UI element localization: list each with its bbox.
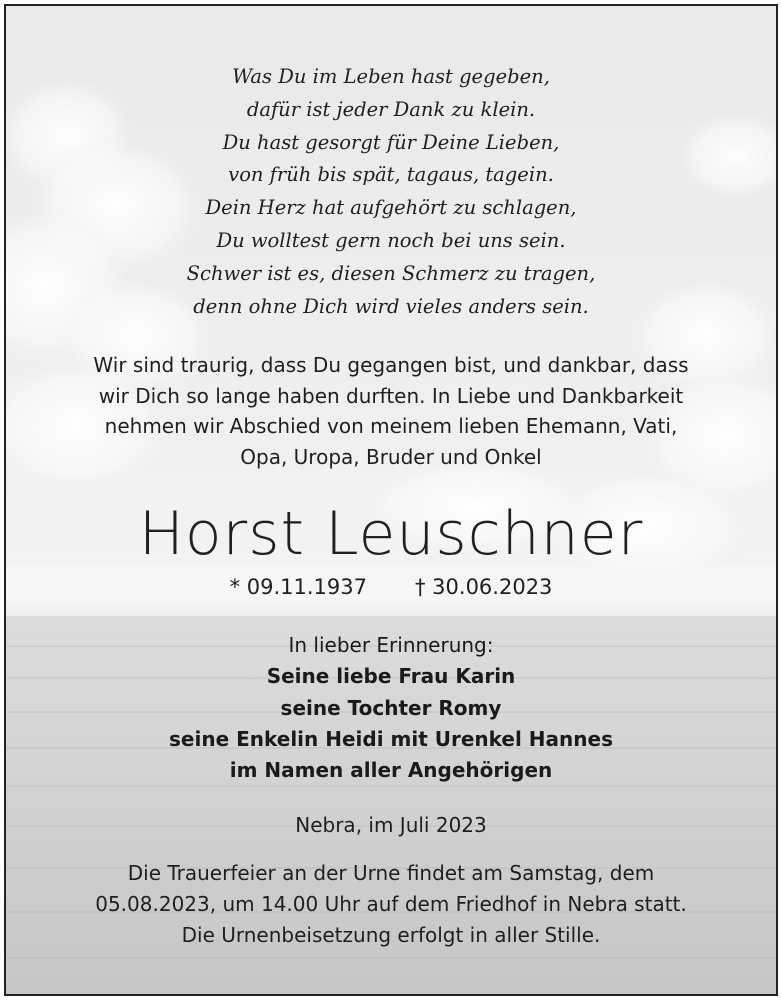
funeral-line: 05.08.2023, um 14.00 Uhr auf dem Friedhof in Nebra statt. <box>95 892 687 916</box>
intro-line: Wir sind traurig, dass Du gegangen bist, und dankbar, dass <box>93 353 689 377</box>
poem-line: Schwer ist es, diesen Schmerz zu tragen, <box>186 261 596 285</box>
death-date: † 30.06.2023 <box>415 575 553 599</box>
life-dates <box>6 572 776 602</box>
mourner-line: Seine liebe Frau Karin <box>266 664 516 689</box>
memory-lead: In lieber Erinnerung: <box>288 633 494 657</box>
intro-text <box>6 350 776 472</box>
mourners-block <box>6 630 776 786</box>
poem-line: Du hast gesorgt für Deine Lieben, <box>222 130 560 154</box>
mourner-line: seine Tochter Romy <box>280 695 502 720</box>
obituary-notice <box>4 4 778 996</box>
poem-line: dafür ist jeder Dank zu klein. <box>246 97 536 121</box>
funeral-info <box>6 858 776 951</box>
intro-line: wir Dich so lange haben durften. In Liebe und Dankbarkeit <box>98 383 684 408</box>
notice-content <box>6 6 776 994</box>
funeral-line: Die Urnenbeisetzung erfolgt in aller Stille. <box>181 923 601 947</box>
poem-line: denn ohne Dich wird vieles anders sein. <box>193 294 589 318</box>
intro-line: nehmen wir Abschied von meinem lieben Ehemann, Vati, <box>104 414 678 438</box>
poem-line: Du wolltest gern noch bei uns sein. <box>216 228 566 252</box>
deceased-name: Horst Leuschner <box>138 499 644 569</box>
place-date: Nebra, im Juli 2023 <box>295 813 487 837</box>
poem-line: von früh bis spät, tagaus, tagein. <box>228 163 554 187</box>
poem <box>6 61 776 323</box>
funeral-line: Die Trauerfeier an der Urne findet am Samstag, dem <box>127 861 655 885</box>
poem-line: Was Du im Leben hast gegeben, <box>232 65 550 88</box>
mourner-line: seine Enkelin Heidi mit Urenkel Hannes <box>169 726 613 751</box>
birth-date: * 09.11.1937 <box>229 575 367 599</box>
intro-line: Opa, Uropa, Bruder und Onkel <box>240 444 542 469</box>
mourner-line: im Namen aller Angehörigen <box>229 758 553 783</box>
poem-line: Dein Herz hat aufgehört zu schlagen, <box>205 196 577 220</box>
